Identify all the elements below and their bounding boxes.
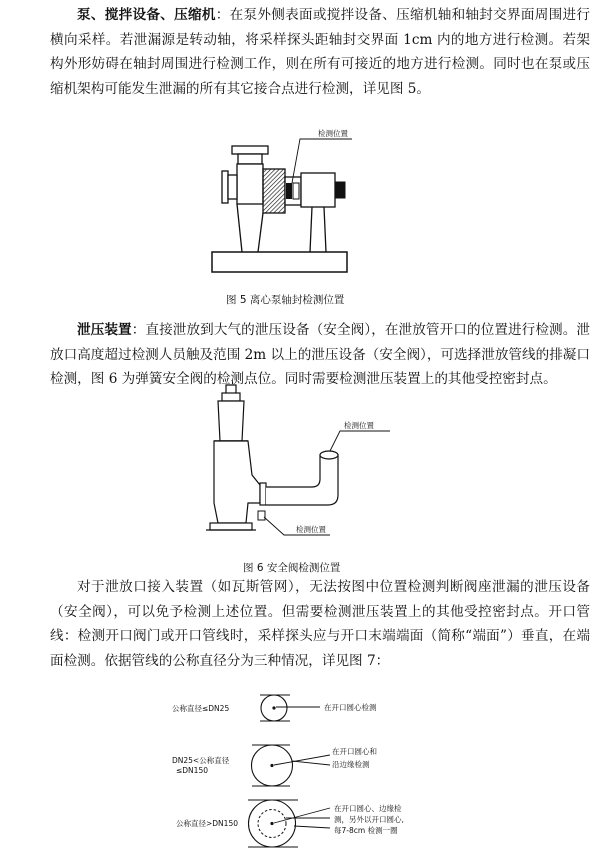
- discharge-pipe: [266, 455, 338, 505]
- fig7-left-label-row3-line1: 公称直径>DN150: [176, 819, 238, 828]
- valve-inlet-flange: [210, 523, 252, 530]
- drain-nipple: [258, 511, 265, 520]
- valve-cap: [226, 385, 236, 393]
- leader-line-top-fig6: [330, 431, 390, 451]
- figure-6-valve-diagram: [200, 385, 400, 550]
- fig7-row-large: [176, 800, 404, 847]
- figure-6-caption: 图 6 安全阀检测位置: [243, 562, 341, 574]
- pump-casing: [237, 164, 263, 204]
- pump-bearing-body: [301, 173, 335, 207]
- fig7-left-label-row2-line2: ≤DN150: [176, 766, 208, 775]
- heading-relief: 泄压装置: [77, 322, 132, 338]
- figure-7-diameter-diagram: [170, 690, 490, 849]
- fig7-row-medium: [172, 745, 377, 786]
- heading-pumps: 泵、搅拌设备、压缩机: [77, 7, 216, 23]
- label-detect-position-top-fig6: 检测位置: [344, 421, 374, 430]
- figure-5-caption: 图 5 离心泵轴封检测位置: [226, 294, 345, 306]
- pump-support-leg: [237, 204, 263, 252]
- discharge-pipe-opening: [320, 451, 338, 459]
- pump-hatched-section: [263, 169, 285, 213]
- fig7-left-label-row2-line1: DN25<公称直径: [172, 756, 230, 765]
- center-point-medium: [270, 764, 273, 767]
- fig7-right-label-row2-line2: 沿边缘检测: [332, 760, 370, 769]
- seal-black-element: [286, 183, 292, 199]
- fig7-left-label-row1-line1: 公称直径≤DN25: [172, 704, 230, 713]
- center-point-small: [272, 706, 275, 709]
- text-open-lines: 对于泄放口接入装置（如瓦斯管网），无法按图中位置检测判断阀座泄漏的泄压设备（安全阀），可以免予检测上述位置。但需要检测泄压装置上的其他受控密封点。开口管线：检测开口阀门或开口管线时，采样探头应与开口末端端面（简称“端面”）垂直，在端面检测。依据管线的公称直径分为三种情况，详见图 7：: [50, 579, 590, 669]
- pump-top-flange: [232, 146, 268, 154]
- paragraph-relief: [50, 318, 590, 392]
- fig7-right-label-row3-line3: 每7-8cm 检测一圈: [334, 826, 398, 835]
- figure-5-pump-diagram: [200, 125, 370, 285]
- fig7-right-label-row3-line2: 测，另外以开口圆心,: [334, 815, 404, 824]
- pump-base: [212, 252, 347, 272]
- label-detect-position-fig5: 检测位置: [318, 129, 348, 138]
- fig7-right-label-row1-line1: 在开口圆心检测: [324, 703, 377, 712]
- pump-shaft-end: [335, 182, 345, 198]
- pump-suction-flange: [222, 171, 228, 203]
- text-relief: ：直接泄放到大气的泄压设备（安全阀），在泄放管开口的位置进行检测。泄放口高度超过检测人员触及范围 2m 以上的泄压设备（安全阀），可选择泄放管线的排凝口检测，图 6 为弹簧安全阀的检测点位。同时需要检测泄压装置上的其他受控密封点。: [50, 322, 591, 387]
- valve-outlet-flange: [260, 483, 266, 505]
- paragraph-open-lines: [50, 575, 590, 673]
- fig7-row-small: [172, 695, 377, 721]
- center-point-large: [270, 822, 273, 825]
- valve-spring-bonnet: [218, 401, 244, 441]
- valve-body: [214, 441, 260, 523]
- label-detect-position-bottom-fig6: 检测位置: [296, 525, 326, 534]
- fig7-right-label-row2-line1: 在开口圆心和: [332, 747, 377, 756]
- paragraph-pumps: [50, 3, 590, 101]
- text-pumps: ：在泵外侧表面或搅拌设备、压缩机轴和轴封交界面周围进行横向采样。若泄漏源是转动轴，将采样探头距轴封交界面 1cm 内的地方进行检测。若架构外形妨碍在轴封周围进行检测工作，则在所有可接近的地方进行检测。同时也在泵或压缩机架构可能发生泄漏的所有其它接合点进行检测，详见图 5。: [50, 7, 591, 97]
- fig7-right-label-row3-line1: 在开口圆心、边缘检: [334, 804, 402, 813]
